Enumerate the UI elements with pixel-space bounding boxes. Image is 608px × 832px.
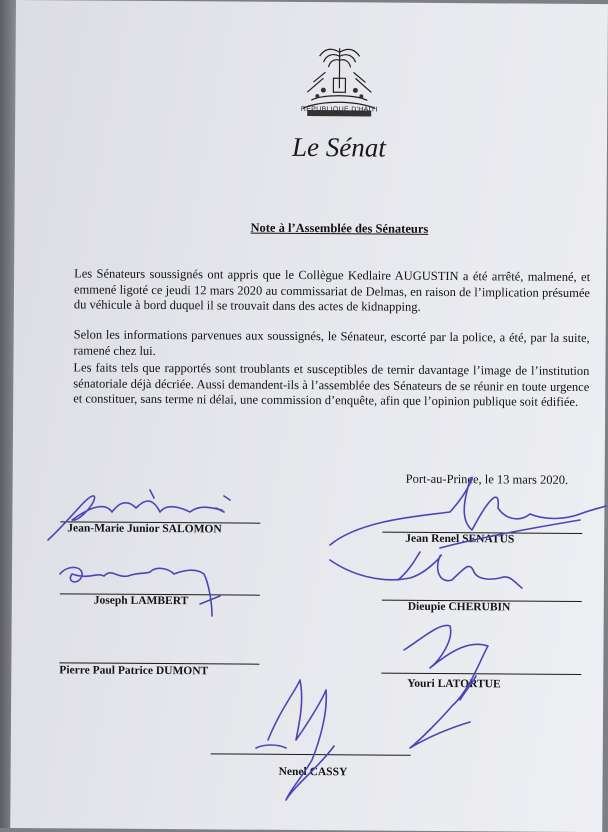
paragraph-3: Les faits tels que rapportés sont troublants et susceptibles de ternir davantage l’image de l’institution sénatoriale déjà décriée. Aussi demandent-ils à l’assemblée des Sénateurs de se réunir en toute urgence et constituer, sans terme ni délai, une commission d’enquête, afin que l’opinion publique soit édifiée. xyxy=(73,360,590,410)
signatory-latortue: Youri LATORTUE xyxy=(407,677,501,691)
signatory-salomon: Jean-Marie Junior SALOMON xyxy=(67,522,222,536)
signatory-cherubin: Dieupie CHERUBIN xyxy=(407,600,511,614)
signatory-lambert: Joseph LAMBERT xyxy=(93,594,189,608)
dateline: Port-au-Prince, le 13 mars 2020. xyxy=(405,471,569,487)
signature-line xyxy=(211,753,411,755)
paragraph-2: Selon les informations parvenues aux soussignés, le Sénateur, escorté par la police, a été, par la suite, ramené chez lui. xyxy=(73,327,590,358)
signatory-senatus: Jean Renel SENATUS xyxy=(405,532,515,546)
signatory-dumont: Pierre Paul Patrice DUMONT xyxy=(59,664,209,678)
institution-title: Le Sénat xyxy=(292,131,386,163)
signature-line xyxy=(381,673,581,675)
republic-caption: RÉPUBLIQUE D'HAÏTI xyxy=(300,105,378,114)
note-title: Note à l’Assemblée des Sénateurs xyxy=(250,220,429,236)
paragraph-1: Les Sénateurs soussignés ont appris que le Collègue Kedlaire AUGUSTIN a été arrêté, malmené, et emmené ligoté ce jeudi 12 mars 2020 au commissariat de Delmas, en raison de l’implication présumée du véhicule à bord duquel il se trouvait dans des actes de kidnapping. xyxy=(73,266,591,315)
document-page xyxy=(10,0,608,832)
signatory-cassy: Nenel CASSY xyxy=(278,765,348,779)
